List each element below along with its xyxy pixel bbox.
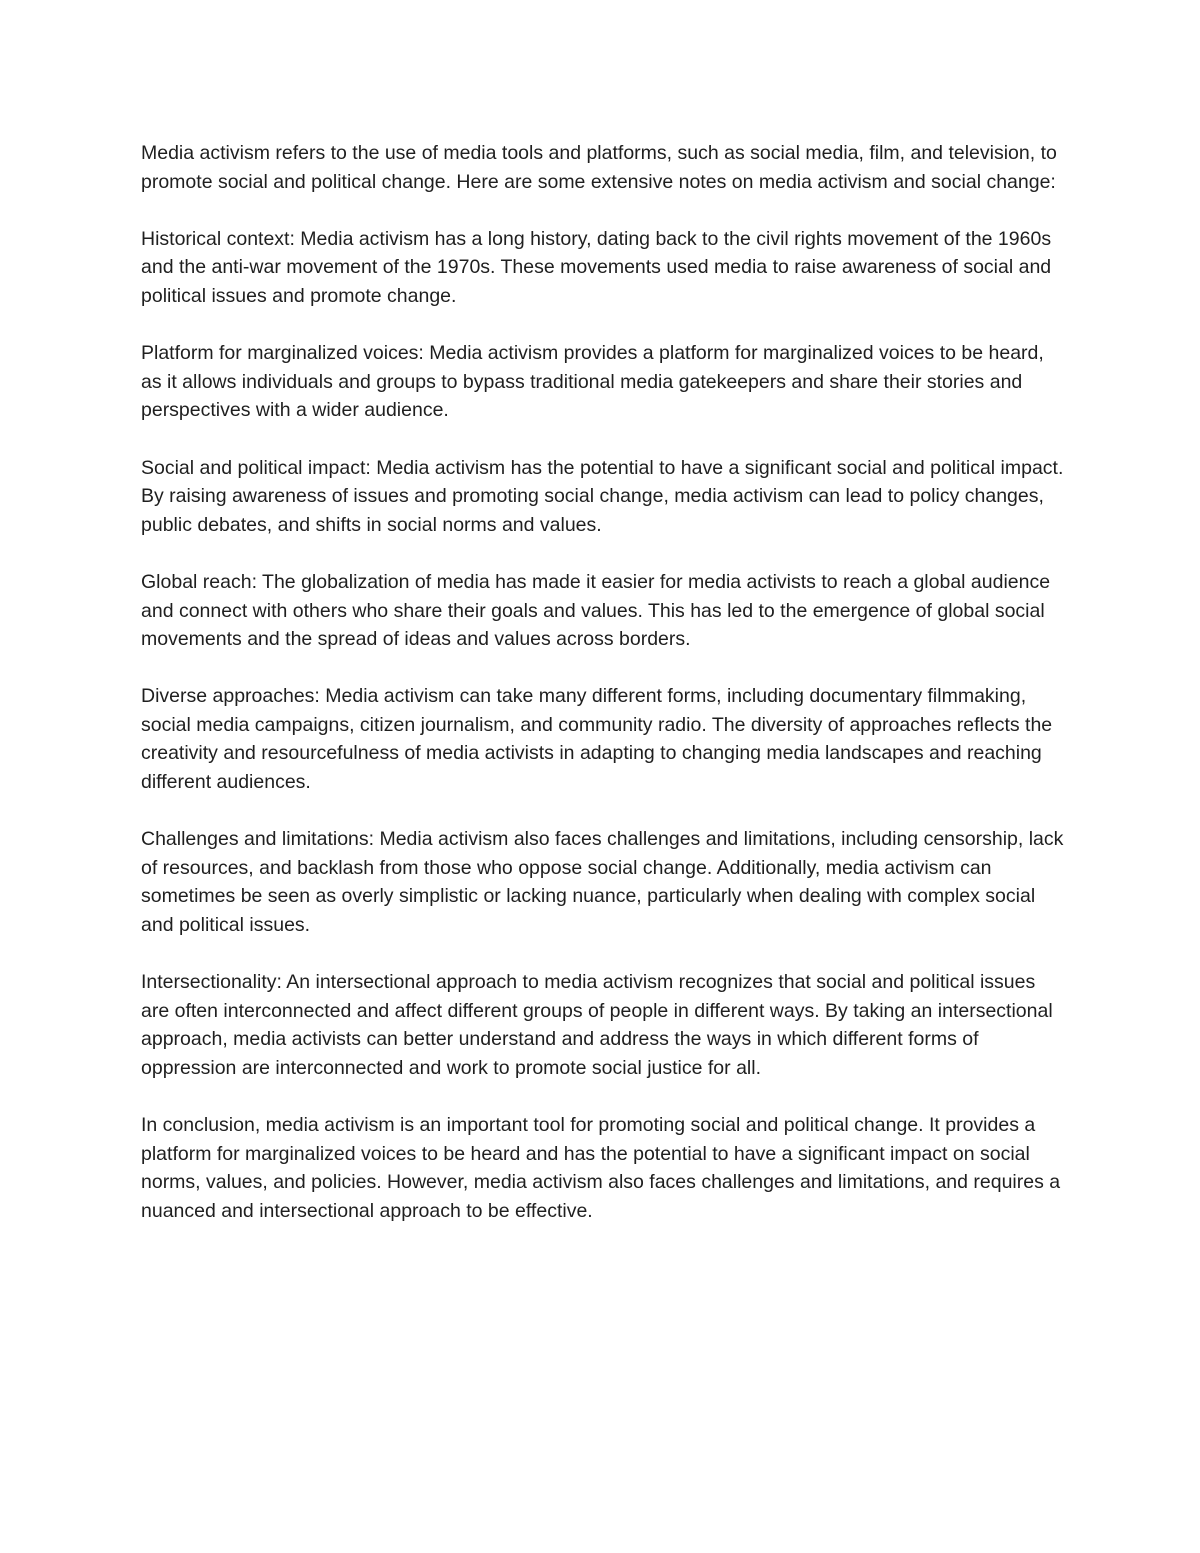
- diverse-approaches-paragraph: Diverse approaches: Media activism can take many different forms, including documentary filmmaking, social media campaigns, citizen journalism, and community radio. The diversity of approaches reflects the creativity and resourcefulness of media activists in adapting to changing media landscapes and reaching different audiences.: [141, 685, 1053, 794]
- document-body: [141, 139, 1066, 1254]
- marginalized-voices-paragraph: Platform for marginalized voices: Media activism provides a platform for marginalized voices to be heard, as it allows individuals and groups to bypass traditional media gatekeepers and share their stories and perspectives with a wider audience.: [141, 342, 1044, 422]
- intersectionality-paragraph: Intersectionality: An intersectional approach to media activism recognizes that social and political issues are often interconnected and affect different groups of people in different ways. By taking an intersectional approach, media activists can better understand and address the ways in which different forms of oppression are interconnected and work to promote social justice for all.: [141, 971, 1053, 1079]
- conclusion-paragraph: In conclusion, media activism is an important tool for promoting social and political change. It provides a platform for marginalized voices to be heard and has the potential to have a significant impact on social norms, values, and policies. However, media activism also faces challenges and limitations, and requires a nuanced and intersectional approach to be effective.: [141, 1114, 1061, 1222]
- challenges-limitations-paragraph: Challenges and limitations: Media activism also faces challenges and limitations, including censorship, lack of resources, and backlash from those who oppose social change. Additionally, media activism can sometimes be seen as overly simplistic or lacking nuance, particularly when dealing with complex social and political issues.: [141, 828, 1064, 937]
- social-political-impact-paragraph: Social and political impact: Media activism has the potential to have a significant social and political impact. By raising awareness of issues and promoting social change, media activism can lead to policy changes, public debates, and shifts in social norms and values.: [141, 456, 1064, 536]
- historical-context-paragraph: Historical context: Media activism has a long history, dating back to the civil rights movement of the 1960s and the anti-war movement of the 1970s. These movements used media to raise awareness of social and political issues and promote change.: [141, 227, 1052, 307]
- intro-paragraph: Media activism refers to the use of media tools and platforms, such as social media, film, and television, to promote social and political change. Here are some extensive notes on media activism and social change:: [141, 142, 1057, 193]
- global-reach-paragraph: Global reach: The globalization of media has made it easier for media activists to reach a global audience and connect with others who share their goals and values. This has led to the emergence of global social movements and the spread of ideas and values across borders.: [141, 570, 1051, 651]
